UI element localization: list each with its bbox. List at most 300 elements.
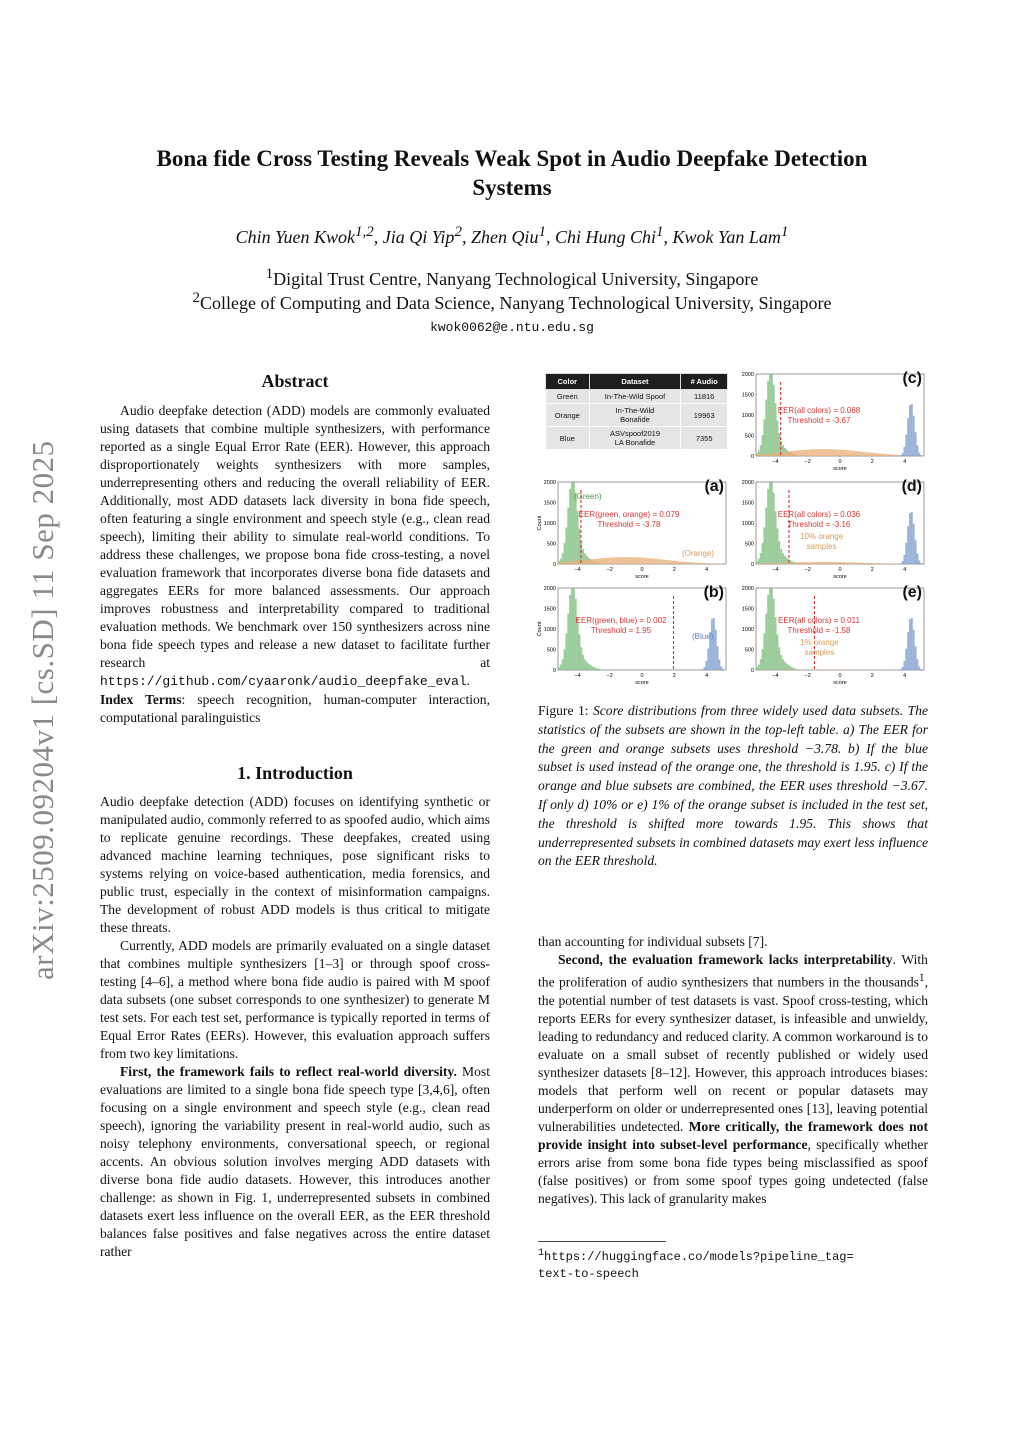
orange-histogram-bar (620, 557, 622, 564)
orange-histogram-bar (829, 449, 831, 456)
green-histogram-bar (762, 543, 764, 564)
orange-histogram-bar (666, 560, 668, 564)
orange-series-label: (Orange) (682, 549, 715, 558)
orange-histogram-bar (623, 557, 625, 564)
green-histogram-bar (564, 543, 566, 564)
orange-histogram-bar (806, 450, 808, 456)
eer-annotation-line: Threshold = 1.95 (590, 626, 652, 635)
arxiv-identifier: arXiv:2509.09204v1 [cs.SD] 11 Sep 2025 (25, 440, 60, 980)
eer-annotation-line: Threshold = -1.58 (787, 626, 851, 635)
orange-histogram-bar (834, 562, 836, 564)
orange-histogram-bar (808, 562, 810, 564)
blue-histogram-bar (913, 524, 915, 564)
x-tick-label: −2 (804, 673, 811, 679)
orange-histogram-bar (588, 560, 590, 564)
blue-histogram-bar (909, 405, 911, 456)
green-histogram-bar (562, 659, 564, 670)
table-header-row (546, 374, 728, 390)
orange-histogram-bar (786, 563, 788, 564)
table-row (546, 390, 728, 404)
orange-histogram-bar (771, 563, 773, 564)
orange-histogram-bar (640, 558, 642, 564)
blue-histogram-bar (905, 435, 907, 456)
green-histogram-bar (593, 667, 595, 670)
intro-paragraph-1: Audio deepfake detection (ADD) focuses on identifying synthetic or manipulated audio, commonly referred to as spoofed audio, which aims to replicate genuine recordings. These deepfakes, created using advanced machine learning techniques, pose significant risks to systems relying on voice-based authentication, media forensics, and public trust, especially in the context of misinformation campaigns. The development of robust ADD models is thus critical to mitigate these threats. (100, 794, 490, 935)
green-histogram-bar (782, 553, 784, 564)
orange-histogram-bar (672, 561, 674, 564)
abstract-end: . (466, 673, 471, 688)
y-tick-label: 1500 (741, 606, 754, 613)
orange-histogram-bar (704, 563, 706, 564)
author: Jia Qi Yip (382, 227, 455, 247)
orange-histogram-bar (874, 453, 876, 456)
green-histogram-bar (588, 664, 590, 670)
blue-histogram-bar (900, 455, 902, 456)
orange-histogram-bar (872, 563, 874, 564)
blue-histogram-bar (711, 619, 713, 670)
eer-annotation-line: EER(all colors) = 0.011 (778, 616, 860, 625)
orange-histogram-bar (642, 558, 644, 564)
x-tick-label: 4 (903, 673, 907, 679)
right-p2-b: , the potential number of test datasets is vast. Spoof cross-testing, which reports EERs for every synthesizer dataset, is infeasible and unwieldy, leading to redundancy and reduced clarity. A common workaround is to evaluate on a small subset of recently published or widely used synthesizer datasets [8–12]. However, this approach introduces biases: models that perform well on recent or popular datasets may underperform on older or underrepresented ones [13], leaving potential vulnerabilities undetected. (538, 974, 928, 1134)
orange-histogram-bar (689, 562, 691, 564)
blue-histogram-bar (705, 661, 707, 670)
intro-p3-bold: First, the framework fails to reflect real-world diversity. (120, 1064, 457, 1079)
orange-histogram-bar (818, 562, 820, 564)
orange-histogram-bar (870, 453, 872, 456)
green-histogram-bar (780, 549, 782, 564)
dataset-line-1: In-The-Wild (615, 406, 655, 415)
y-axis-label: Count (537, 515, 543, 531)
caption-text: Score distributions from three widely used data subsets. The statistics of the subsets are shown in the top-left table. a) The EER for the green and orange subsets uses threshold −3.78. b) If the blue subset is used instead of the orange one, the threshold is 1.95. c) If the orange and blue subsets are combined, the EER uses threshold −3.67. If only d) 10% or e) 1% of the orange subset is included in the test set, the threshold is shifted more towards 1.95. This shows that underrepresented subsets in combined datasets may exert less influence on the EER threshold. (538, 703, 928, 869)
orange-histogram-bar (844, 450, 846, 456)
orange-histogram-bar (896, 455, 898, 456)
green-histogram-bar (582, 655, 584, 670)
subset-note (800, 532, 843, 552)
green-histogram-bar (786, 664, 788, 670)
orange-histogram-bar (713, 563, 715, 564)
orange-histogram-bar (560, 562, 562, 564)
blue-histogram-bar (917, 659, 919, 670)
orange-histogram-bar (846, 450, 848, 456)
orange-histogram-bar (814, 562, 816, 564)
figure-1 (536, 368, 928, 692)
x-tick-label: 2 (870, 459, 874, 465)
abstract-body (100, 402, 490, 727)
green-histogram-bar (762, 435, 764, 456)
green-histogram-bar (788, 665, 790, 670)
orange-histogram-bar (851, 562, 853, 564)
y-axis-label: Count (537, 621, 543, 637)
orange-histogram-bar (674, 561, 676, 564)
author-sup: 2 (454, 224, 462, 240)
green-histogram-bar (599, 669, 601, 670)
y-tick-label: 1000 (741, 413, 754, 419)
dataset-line-1: In-The-Wild (604, 392, 644, 401)
blue-histogram-bar (907, 632, 909, 670)
orange-histogram-bar (795, 562, 797, 564)
orange-histogram-bar (851, 451, 853, 456)
x-axis-label: score (833, 574, 847, 580)
orange-histogram-bar (859, 451, 861, 456)
orange-histogram-bar (567, 562, 569, 564)
orange-histogram-bar (683, 562, 685, 564)
affiliation-2 (110, 290, 914, 314)
orange-histogram-bar (898, 455, 900, 456)
abstract-heading: Abstract (261, 371, 329, 391)
x-tick-label: 2 (672, 567, 676, 573)
histogram-panel-d (734, 476, 928, 580)
orange-histogram-bar (760, 563, 762, 564)
orange-histogram-bar (889, 454, 891, 456)
green-histogram-bar (580, 647, 582, 670)
y-tick-label: 1000 (543, 521, 556, 527)
orange-histogram-bar (805, 562, 807, 564)
orange-histogram-bar (831, 449, 833, 456)
green-histogram-bar (782, 659, 784, 670)
orange-histogram-bar (833, 562, 835, 564)
orange-histogram-bar (618, 557, 620, 564)
green-histogram-bar (760, 659, 762, 670)
orange-histogram-bar (653, 559, 655, 564)
orange-histogram-bar (614, 557, 616, 564)
orange-histogram-bar (636, 557, 638, 564)
orange-histogram-bar (894, 455, 896, 456)
table-cell: Orange (546, 404, 590, 427)
green-series-label: (Green) (574, 492, 602, 501)
blue-histogram-bar (918, 666, 920, 670)
orange-histogram-bar (573, 561, 575, 564)
author: Zhen Qiu (470, 227, 539, 247)
subset-stats-table (545, 373, 728, 450)
orange-histogram-bar (696, 563, 698, 564)
affiliation-sup: 1 (265, 266, 274, 282)
blue-histogram-bar (702, 669, 704, 670)
dataset-link-cont[interactable]: com/cyaaronk/audio_deepfake_eval (217, 674, 467, 689)
author-sup: 1 (655, 224, 664, 240)
y-tick-label: 2000 (741, 586, 754, 592)
eer-annotation-line: Threshold = -3.78 (597, 520, 661, 529)
orange-histogram-bar (812, 449, 814, 456)
orange-histogram-bar (679, 561, 681, 564)
blue-histogram-bar (911, 404, 913, 456)
author-sup: 1,2 (355, 224, 374, 240)
orange-histogram-bar (685, 562, 687, 564)
orange-histogram-bar (875, 453, 877, 456)
orange-histogram-bar (862, 452, 864, 456)
orange-histogram-bar (564, 562, 566, 564)
green-histogram-bar (579, 529, 581, 564)
table-row (546, 427, 728, 450)
orange-histogram-bar (565, 562, 567, 564)
y-tick-label: 0 (750, 668, 754, 674)
orange-histogram-bar (629, 557, 631, 564)
orange-histogram-bar (762, 563, 764, 564)
orange-histogram-bar (797, 450, 799, 456)
orange-histogram-bar (881, 454, 883, 456)
green-histogram-bar (601, 669, 603, 670)
green-histogram-bar (565, 527, 567, 564)
eer-annotation-line: EER(green, orange) = 0.079 (578, 510, 680, 519)
y-tick-label: 500 (546, 647, 556, 654)
y-tick-label: 2000 (741, 480, 754, 486)
author-list: Chin Yuen Kwok$^{1,2}$, Jia Qi Yip$^2$, Zhen Qiu$^1$, Chi Hung Chi$^1$, Kwok Yan Lam$^1$ (235, 224, 789, 247)
green-histogram-bar (778, 647, 780, 670)
orange-histogram-bar (758, 454, 760, 456)
x-tick-label: 0 (838, 459, 842, 465)
orange-histogram-bar (890, 454, 892, 456)
y-tick-label: 0 (552, 562, 556, 568)
orange-histogram-bar (872, 453, 874, 456)
footnote-ref[interactable]: 1 (918, 972, 925, 984)
orange-histogram-bar (803, 562, 805, 564)
orange-histogram-bar (782, 563, 784, 564)
orange-histogram-bar (829, 562, 831, 564)
blue-histogram-bar (704, 667, 706, 670)
green-histogram-bar (784, 662, 786, 670)
orange-histogram-bar (801, 450, 803, 456)
green-histogram-bar (584, 659, 586, 670)
blue-histogram-bar (911, 618, 913, 670)
orange-histogram-bar (866, 563, 868, 564)
blue-histogram-bar (902, 561, 904, 564)
blue-histogram-bar (920, 563, 922, 564)
blue-histogram-bar (715, 630, 717, 670)
footnote-rule (538, 1241, 666, 1242)
orange-histogram-bar (676, 561, 678, 564)
y-tick-label: 500 (744, 433, 754, 440)
orange-histogram-bar (769, 563, 771, 564)
y-tick-label: 1000 (741, 627, 754, 633)
table-cell (589, 427, 681, 450)
right-p2-bold: Second, the evaluation framework lacks interpretability (558, 952, 893, 967)
green-histogram-bar (597, 669, 599, 670)
blue-histogram-bar (900, 669, 902, 670)
abstract-text: Audio deepfake detection (ADD) models are commonly evaluated using datasets that combine multiple synthesizers, with performance reported as a single Equal Error Rate (EER). However, this approach disproportionately weights synthesizers with more samples, underrepresenting others and reducing the overall reliability of EER. Additionally, most ADD datasets lack diversity in bona fide speech, often featuring a single environment and speech style (e.g., clean read speech), limiting their ability to simulate real-world conditions. To address these challenges, we propose bona fide cross-testing, a novel evaluation framework that incorporates diverse bona fide datasets and aggregates EERs for more balanced assessments. Our approach improves robustness and interpretability compared to traditional evaluation methods. We benchmark over 150 synthesizers across nine bona fide speech types and release a new dataset to facilitate further research at (100, 403, 490, 670)
orange-histogram-bar (821, 449, 823, 456)
orange-histogram-bar (864, 452, 866, 456)
table-header: Color (546, 374, 590, 390)
blue-histogram-bar (903, 447, 905, 456)
green-histogram-bar (569, 489, 571, 564)
orange-histogram-bar (592, 559, 594, 564)
blue-histogram-bar (913, 416, 915, 456)
x-tick-label: 4 (705, 567, 709, 573)
orange-histogram-bar (605, 558, 607, 564)
orange-histogram-bar (635, 557, 637, 564)
blue-histogram-bar (900, 563, 902, 564)
blue-histogram-bar (917, 445, 919, 456)
orange-histogram-bar (840, 450, 842, 456)
orange-histogram-bar (702, 563, 704, 564)
orange-histogram-bar (786, 452, 788, 456)
x-tick-label: −4 (574, 673, 581, 679)
orange-histogram-bar (664, 560, 666, 564)
orange-histogram-bar (847, 562, 849, 564)
orange-histogram-bar (595, 559, 597, 564)
orange-histogram-bar (648, 558, 650, 564)
blue-histogram-bar (920, 669, 922, 670)
orange-histogram-bar (836, 562, 838, 564)
orange-histogram-bar (762, 454, 764, 456)
x-axis-label: score (635, 574, 649, 580)
x-tick-label: 4 (903, 459, 907, 465)
orange-histogram-bar (763, 454, 765, 456)
orange-histogram-bar (799, 562, 801, 564)
orange-histogram-bar (782, 452, 784, 456)
orange-histogram-bar (846, 562, 848, 564)
orange-histogram-bar (599, 558, 601, 564)
y-tick-label: 1500 (543, 500, 556, 507)
table-cell: Blue (546, 427, 590, 450)
green-histogram-bar (780, 655, 782, 670)
affiliation-1 (110, 266, 914, 290)
orange-histogram-bar (825, 449, 827, 456)
intro-paragraph-3: Most evaluations are limited to a single bona fide speech type [3,4,6], often focusing on a single environment and speech style (e.g., clean read speech), ignoring the variability present in real-world audio, such as noisy telephony environments, conversational speech, or regional accents. An obvious solution involves merging ADD datasets with diverse bona fide audio datasets. However, this introduces another challenge: as shown in Fig. 1, underrepresented subsets in combined datasets exert less influence on the overall EER, as the EER threshold balances false positives and false negatives across the entire dataset rather (100, 1064, 490, 1259)
orange-histogram-bar (584, 560, 586, 564)
footnote-mark: 1 (538, 1248, 545, 1259)
orange-histogram-bar (857, 563, 859, 564)
orange-histogram-bar (601, 558, 603, 564)
blue-histogram-bar (905, 543, 907, 564)
orange-histogram-bar (844, 562, 846, 564)
orange-histogram-bar (562, 562, 564, 564)
eer-annotation-line: EER(all colors) = 0.036 (777, 510, 861, 519)
orange-histogram-bar (765, 454, 767, 456)
footnote-url[interactable]: https://huggingface.co/models?pipeline_tag= (544, 1250, 854, 1264)
orange-histogram-bar (586, 560, 588, 564)
orange-histogram-bar (810, 449, 812, 456)
affiliation-sup: 2 (192, 290, 200, 306)
x-tick-label: 0 (838, 673, 842, 679)
orange-histogram-bar (859, 563, 861, 564)
subset-note-line: 1% orange (800, 638, 839, 647)
orange-histogram-bar (836, 449, 838, 456)
orange-histogram-bar (814, 449, 816, 456)
table-header: # Audio (681, 374, 728, 390)
orange-histogram-bar (582, 560, 584, 564)
eer-annotation (764, 510, 874, 530)
x-axis-label: score (635, 680, 649, 686)
orange-histogram-bar (887, 454, 889, 456)
blue-histogram-bar (917, 553, 919, 564)
subset-note (800, 638, 839, 658)
orange-histogram-bar (806, 562, 808, 564)
panel-tag: (b) (703, 584, 724, 601)
orange-histogram-bar (838, 562, 840, 564)
orange-histogram-bar (773, 563, 775, 564)
green-histogram-bar (567, 508, 569, 564)
orange-histogram-bar (855, 563, 857, 564)
x-tick-label: −2 (804, 459, 811, 465)
subset-note-line: samples (806, 542, 837, 551)
footnote-line-2[interactable]: text-to-speech (538, 1267, 639, 1281)
orange-histogram-bar (821, 562, 823, 564)
orange-histogram-bar (607, 558, 609, 564)
orange-histogram-bar (694, 563, 696, 564)
panel-tag: (c) (902, 370, 922, 387)
green-histogram-bar (590, 665, 592, 670)
orange-histogram-bar (791, 451, 793, 456)
orange-histogram-bar (788, 451, 790, 456)
orange-histogram-bar (625, 557, 627, 564)
orange-histogram-bar (877, 563, 879, 564)
x-tick-label: 2 (870, 673, 874, 679)
author: Kwok Yan Lam (672, 227, 781, 247)
orange-histogram-bar (777, 563, 779, 564)
orange-histogram-bar (827, 562, 829, 564)
intro-paragraph-2: Currently, ADD models are primarily evaluated on a single dataset that combines multiple synthesizers [1–3] or through spoof cross-testing [4–6], a method where bona fide audio is paired with M spoof data subsets (one subset corresponds to one synthesizer) to generate M test sets. For each test set, performance is typically reported in terms of Equal Error Rates (EERs). However, this evaluation approach suffers from two key limitations. (100, 938, 490, 1061)
table-header: Dataset (589, 374, 681, 390)
orange-histogram-bar (870, 563, 872, 564)
orange-histogram-bar (879, 454, 881, 456)
table-cell: Green (546, 390, 590, 404)
orange-histogram-bar (758, 563, 760, 564)
orange-histogram-bar (575, 561, 577, 564)
y-tick-label: 500 (744, 541, 754, 548)
orange-histogram-bar (791, 562, 793, 564)
green-histogram-bar (558, 667, 560, 670)
orange-histogram-bar (797, 562, 799, 564)
blue-histogram-bar (915, 646, 917, 670)
orange-histogram-bar (842, 562, 844, 564)
x-tick-label: −2 (606, 567, 613, 573)
orange-histogram-bar (709, 563, 711, 564)
paper-title (110, 144, 914, 202)
footnote-line-1[interactable] (538, 1245, 854, 1266)
orange-histogram-bar (795, 451, 797, 456)
green-histogram-bar (777, 529, 779, 564)
orange-histogram-bar (597, 559, 599, 564)
orange-histogram-bar (661, 559, 663, 564)
orange-histogram-bar (793, 562, 795, 564)
dataset-link[interactable]: https://github. (100, 674, 218, 689)
orange-histogram-bar (775, 453, 777, 456)
orange-histogram-bar (558, 562, 560, 564)
orange-histogram-bar (670, 560, 672, 564)
orange-histogram-bar (833, 449, 835, 456)
green-histogram-bar (762, 649, 764, 670)
orange-histogram-bar (834, 449, 836, 456)
y-tick-label: 1500 (543, 606, 556, 613)
orange-histogram-bar (810, 562, 812, 564)
orange-histogram-bar (767, 563, 769, 564)
orange-histogram-bar (801, 562, 803, 564)
table-row (546, 404, 728, 427)
orange-histogram-bar (861, 563, 863, 564)
y-tick-label: 1000 (543, 627, 556, 633)
orange-histogram-bar (646, 558, 648, 564)
blue-histogram-bar (907, 526, 909, 564)
right-p2-a: . With the proliferation of audio synthesizers that numbers in the thousands (538, 952, 928, 990)
green-histogram-bar (778, 541, 780, 564)
eer-annotation (764, 406, 874, 426)
histogram-panel-c (734, 368, 928, 472)
x-axis-label: score (833, 680, 847, 686)
orange-histogram-bar (612, 557, 614, 564)
x-tick-label: 4 (705, 673, 709, 679)
table-cell (589, 404, 681, 427)
blue-histogram-bar (920, 455, 922, 456)
author-email[interactable]: kwok0062@e.ntu.edu.sg (430, 320, 594, 335)
green-histogram-bar (790, 666, 792, 670)
orange-histogram-bar (883, 563, 885, 564)
orange-histogram-bar (698, 563, 700, 564)
y-tick-label: 1500 (741, 500, 754, 507)
orange-histogram-bar (799, 450, 801, 456)
blue-histogram-bar (911, 512, 913, 564)
orange-histogram-bar (778, 452, 780, 456)
